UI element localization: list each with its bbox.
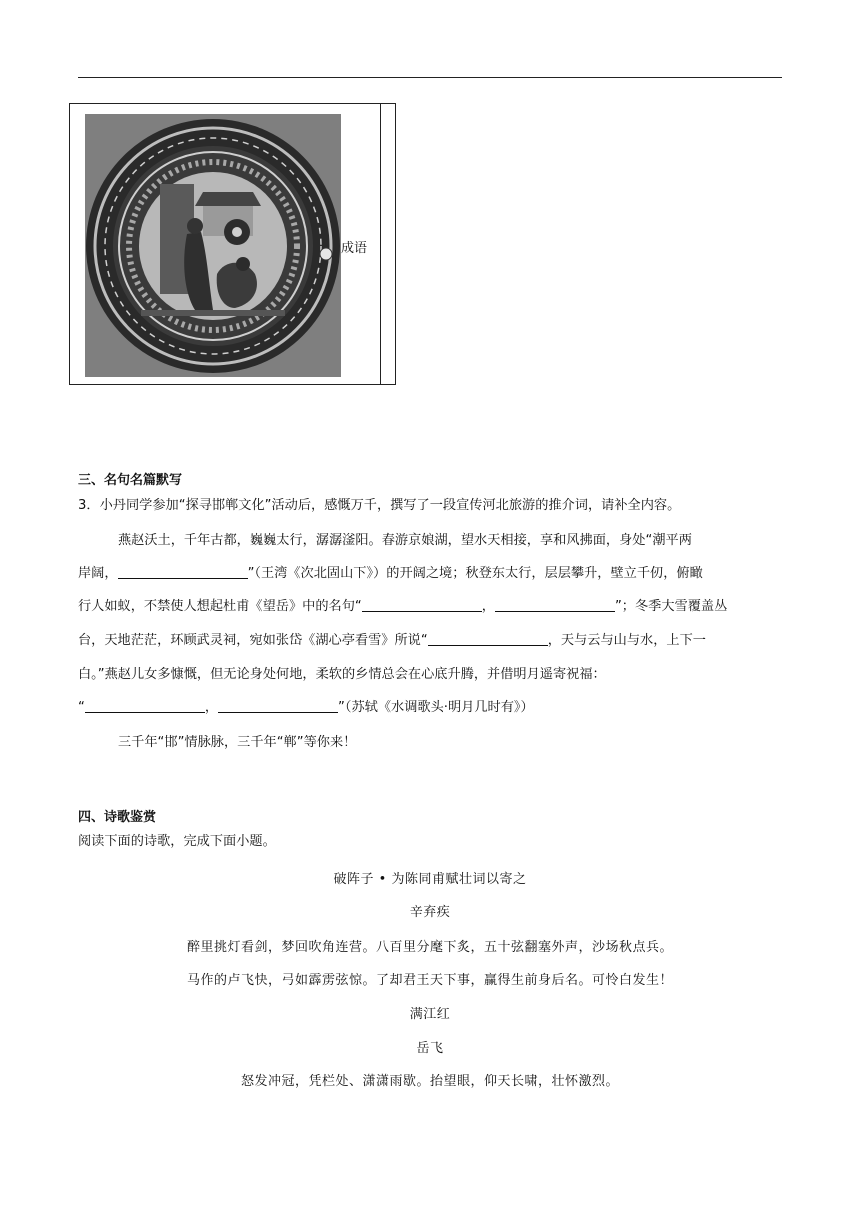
answer-blank-6[interactable] xyxy=(218,698,338,713)
bronze-seal-icon xyxy=(85,114,341,377)
answer-blank-1[interactable] xyxy=(118,564,248,579)
passage-line-6: “ ， ”（苏轼《水调歌头·明月几时有》） xyxy=(78,700,534,715)
section-4-title: 四、诗歌鉴赏 xyxy=(78,810,157,825)
poem-2-line-1: 怒发冲冠，凭栏处、潇潇雨歇。抬望眼，仰天长啸，壮怀激烈。 xyxy=(240,1074,619,1089)
section-4-intro: 阅读下面的诗歌，完成下面小题。 xyxy=(78,834,276,849)
header-rule xyxy=(78,77,782,78)
poem-1-title: 破阵子 • 为陈同甫赋壮词以寄之 xyxy=(333,872,527,887)
figure-table xyxy=(69,103,396,385)
passage-closing: 三千年“邯”情脉脉，三千年“郸”等你来！ xyxy=(118,735,357,750)
figure-label: 成语 xyxy=(341,241,368,256)
question-3: 3．小丹同学参加“探寻邯郸文化”活动后，感慨万千，撰写了一段宣传河北旅游的推介词，请补全内容。 xyxy=(78,498,681,513)
answer-blank-2[interactable] xyxy=(362,597,482,612)
poem-1-author: 辛弃疾 xyxy=(409,905,451,920)
passage-line-4: 台，天地茫茫，环顾武灵祠，宛如张岱《湖心亭看雪》所说“ ，天与云与山与水，上下一 xyxy=(78,633,706,648)
passage-line-2: 岸阔， ”（王湾《次北固山下》）的开阔之境；秋登东太行，层层攀升，壁立千仞，俯瞰 xyxy=(78,566,703,581)
answer-blank-4[interactable] xyxy=(428,631,548,646)
figure-divider xyxy=(380,104,381,384)
answer-blank-5[interactable] xyxy=(85,698,205,713)
passage-line-1: 燕赵沃土，千年古都，巍巍太行，潺潺滏阳。春游京娘湖，望水天相接，享和风拂面，身处“潮平两 xyxy=(118,533,692,548)
passage-line-5: 白。”燕赵儿女多慷慨，但无论身处何地，柔软的乡情总会在心底升腾，并借明月遥寄祝福： xyxy=(78,667,606,682)
passage-line-3: 行人如蚁，不禁使人想起杜甫《望岳》中的名句“ ， ”；冬季大雪覆盖丛 xyxy=(78,599,728,614)
section-3-title: 三、名句名篇默写 xyxy=(78,473,183,488)
poem-2-author: 岳飞 xyxy=(416,1041,444,1056)
answer-blank-3[interactable] xyxy=(495,597,615,612)
poem-1-line-2: 马作的卢飞快，弓如霹雳弦惊。了却君王天下事，赢得生前身后名。可怜白发生！ xyxy=(186,973,673,988)
poem-1-line-1: 醉里挑灯看剑，梦回吹角连营。八百里分麾下炙，五十弦翻塞外声，沙场秋点兵。 xyxy=(186,940,673,955)
seal-image xyxy=(85,114,341,377)
poem-2-title: 满江红 xyxy=(409,1007,451,1022)
